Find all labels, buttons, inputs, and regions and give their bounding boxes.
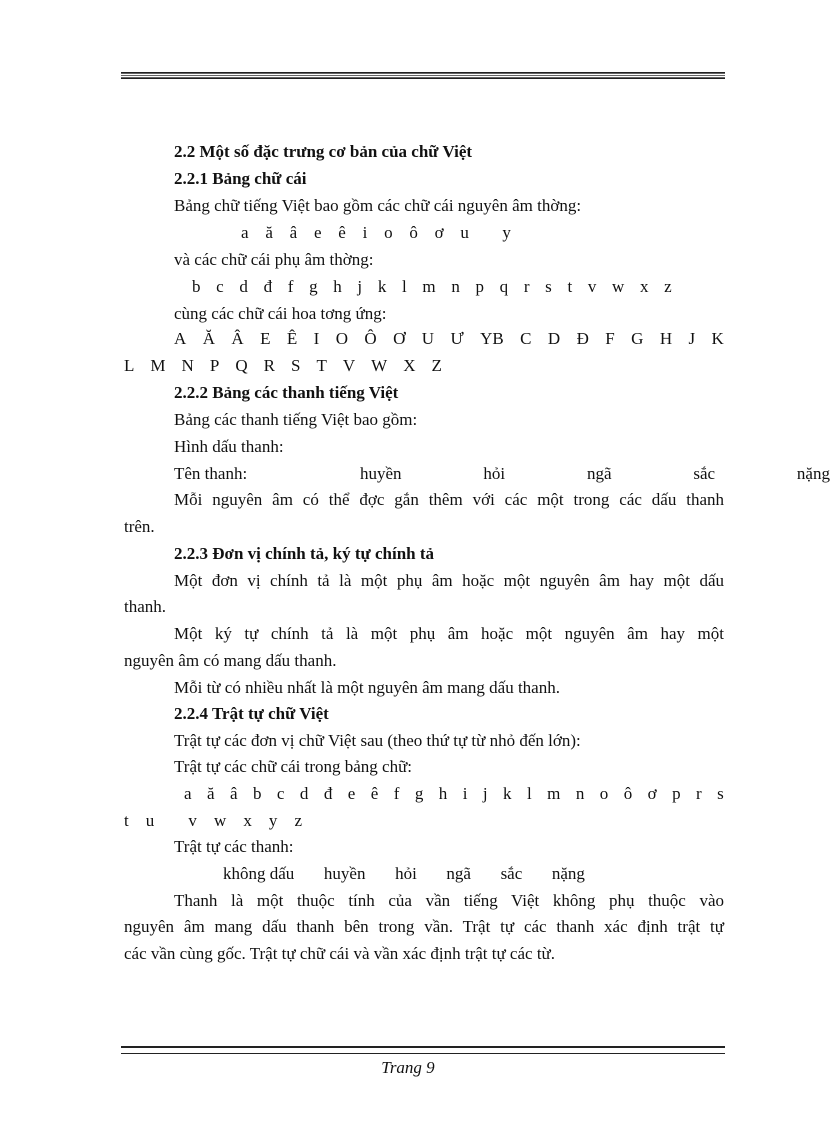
letter: ă — [265, 223, 273, 242]
letter: O — [335, 329, 349, 348]
letter: P — [209, 356, 220, 375]
letter: I — [313, 329, 320, 348]
letter: i — [362, 223, 368, 242]
letter: m — [422, 277, 436, 296]
letter: t — [124, 811, 129, 830]
letter: â — [289, 223, 298, 242]
letter: E — [260, 329, 271, 348]
letter: p — [672, 784, 681, 803]
letter: H — [659, 329, 673, 348]
letter: c — [276, 784, 285, 803]
letter: W — [371, 356, 388, 375]
paragraph: Trật tự các chữ cái trong bảng chữ: — [174, 757, 413, 776]
letter: K — [711, 329, 724, 348]
tone-name: nặng — [796, 464, 830, 483]
consonant-list — [192, 277, 672, 297]
letter: Ư — [450, 329, 464, 348]
letter: i — [462, 784, 468, 803]
letter: f — [393, 784, 400, 803]
letter: o — [384, 223, 393, 242]
tone-name: huyền — [360, 464, 402, 483]
letter: v — [587, 277, 597, 296]
letter-order-line-2 — [124, 811, 302, 831]
letter: s — [717, 784, 724, 803]
tone-name: sắc — [693, 464, 716, 483]
letter: D — [547, 329, 561, 348]
tone-label: Tên thanh: — [174, 464, 248, 483]
letter: F — [605, 329, 615, 348]
letter: h — [333, 277, 342, 296]
paragraph: cùng các chữ cái hoa tơng ứng: — [174, 304, 387, 323]
letter: z — [294, 811, 302, 830]
paragraph: Một ký tự chính tả là một phụ âm hoặc một nguyên âm hay một — [174, 624, 724, 643]
letter-order-line-1 — [184, 784, 724, 804]
letter: ê — [338, 223, 346, 242]
letter: Â — [231, 329, 244, 348]
letter: Ă — [202, 329, 215, 348]
letter: M — [150, 356, 166, 375]
uppercase-list-line-1 — [174, 329, 724, 349]
letter: j — [482, 784, 488, 803]
tone-name-row — [174, 464, 830, 484]
letter: l — [526, 784, 532, 803]
heading-2-2: 2.2 Một số đặc trưng cơ bản của chữ Việt — [174, 142, 473, 161]
letter: ơ — [647, 784, 657, 803]
letter: d — [299, 784, 309, 803]
letter: e — [313, 223, 322, 242]
tone-name: ngã — [586, 464, 612, 483]
paragraph: Mỗi từ có nhiều nhất là một nguyên âm mang dấu thanh. — [174, 678, 560, 697]
tone-name: không dấu — [223, 864, 295, 883]
tone-name: ngã — [446, 864, 471, 883]
letter: f — [287, 277, 294, 296]
letter: G — [631, 329, 644, 348]
letter: A — [174, 329, 187, 348]
letter: g — [414, 784, 424, 803]
letter: ê — [370, 784, 379, 803]
tone-name: nặng — [551, 864, 585, 883]
letter: ơ — [434, 223, 444, 242]
letter: h — [438, 784, 448, 803]
letter: Z — [431, 356, 442, 375]
letter: R — [263, 356, 275, 375]
letter: k — [503, 784, 512, 803]
letter: b — [192, 277, 201, 296]
tone-order-row — [223, 864, 585, 884]
letter: T — [316, 356, 327, 375]
paragraph: trên. — [124, 517, 155, 536]
paragraph: Thanh là một thuộc tính của vần tiếng Việt không phụ thuộc vào — [174, 891, 724, 910]
letter: Q — [235, 356, 248, 375]
letter: Ơ — [393, 329, 406, 348]
letter: n — [451, 277, 460, 296]
letter: q — [499, 277, 509, 296]
paragraph: nguyên âm mang dấu thanh bên trong vần. Trật tự các thanh xác định trật tự — [124, 917, 724, 936]
letter: ô — [409, 223, 418, 242]
letter: w — [213, 811, 227, 830]
letter: o — [599, 784, 609, 803]
letter: v — [188, 811, 197, 830]
paragraph: thanh. — [124, 597, 167, 616]
letter: r — [523, 277, 530, 296]
paragraph: nguyên âm có mang dấu thanh. — [124, 651, 337, 670]
letter: J — [688, 329, 696, 348]
letter: g — [309, 277, 318, 296]
letter: y — [268, 811, 278, 830]
letter: a — [241, 223, 249, 242]
letter: đ — [323, 784, 333, 803]
paragraph: Bảng các thanh tiếng Việt bao gồm: — [174, 410, 418, 429]
letter: đ — [263, 277, 273, 296]
letter: Ê — [286, 329, 298, 348]
letter: k — [377, 277, 387, 296]
letter: V — [342, 356, 356, 375]
footer-rule — [121, 1046, 725, 1054]
letter: n — [575, 784, 585, 803]
paragraph: Mỗi nguyên âm có thể đợc gắn thêm với các một trong các dấu thanh — [174, 490, 724, 509]
letter: C — [520, 329, 532, 348]
letter: p — [475, 277, 484, 296]
heading-2-2-2: 2.2.2 Bảng các thanh tiếng Việt — [174, 383, 399, 402]
header-rule — [121, 72, 725, 79]
letter: w — [612, 277, 625, 296]
letter: u — [145, 811, 155, 830]
letter: d — [239, 277, 248, 296]
letter: l — [402, 277, 407, 296]
letter: r — [696, 784, 702, 803]
paragraph: Bảng chữ tiếng Việt bao gồm các chữ cái nguyên âm thờng: — [174, 196, 582, 215]
letter: YB — [480, 329, 504, 348]
tone-name: sắc — [500, 864, 523, 883]
tone-name: hỏi — [483, 464, 506, 483]
letter: X — [403, 356, 416, 375]
heading-2-2-3: 2.2.3 Đơn vị chính tả, ký tự chính tả — [174, 544, 435, 563]
heading-2-2-1: 2.2.1 Bảng chữ cái — [174, 169, 307, 188]
paragraph: Hình dấu thanh: — [174, 437, 284, 456]
letter: S — [290, 356, 301, 375]
letter: â — [229, 784, 238, 803]
paragraph: Một đơn vị chính tả là một phụ âm hoặc một nguyên âm hay một dấu — [174, 571, 724, 590]
letter: b — [252, 784, 262, 803]
page-number: Trang 9 — [381, 1058, 435, 1077]
letter: U — [421, 329, 435, 348]
letter: x — [243, 811, 252, 830]
letter: c — [216, 277, 224, 296]
paragraph: Trật tự các thanh: — [174, 837, 294, 856]
vowel-list — [241, 223, 511, 243]
paragraph: Trật tự các đơn vị chữ Việt sau (theo thứ tự từ nhỏ đến lớn): — [174, 731, 581, 750]
paragraph: và các chữ cái phụ âm thờng: — [174, 250, 374, 269]
letter: m — [547, 784, 561, 803]
letter: ô — [623, 784, 633, 803]
letter: N — [181, 356, 194, 375]
letter: Ô — [364, 329, 377, 348]
letter: ă — [206, 784, 215, 803]
letter: j — [357, 277, 363, 296]
letter: x — [640, 277, 649, 296]
tone-name: hỏi — [395, 864, 417, 883]
letter: y — [502, 223, 511, 242]
letter: a — [184, 784, 192, 803]
letter: u — [460, 223, 469, 242]
uppercase-list-line-2 — [124, 356, 442, 376]
letter: s — [545, 277, 552, 296]
letter: t — [567, 277, 573, 296]
letter: Đ — [576, 329, 589, 348]
tone-name: huyền — [323, 864, 366, 883]
letter: L — [124, 356, 135, 375]
paragraph: các vần cùng gốc. Trật tự chữ cái và vần xác định trật tự các từ. — [124, 944, 556, 963]
letter: e — [347, 784, 356, 803]
heading-2-2-4: 2.2.4 Trật tự chữ Việt — [174, 704, 329, 723]
letter: z — [664, 277, 672, 296]
